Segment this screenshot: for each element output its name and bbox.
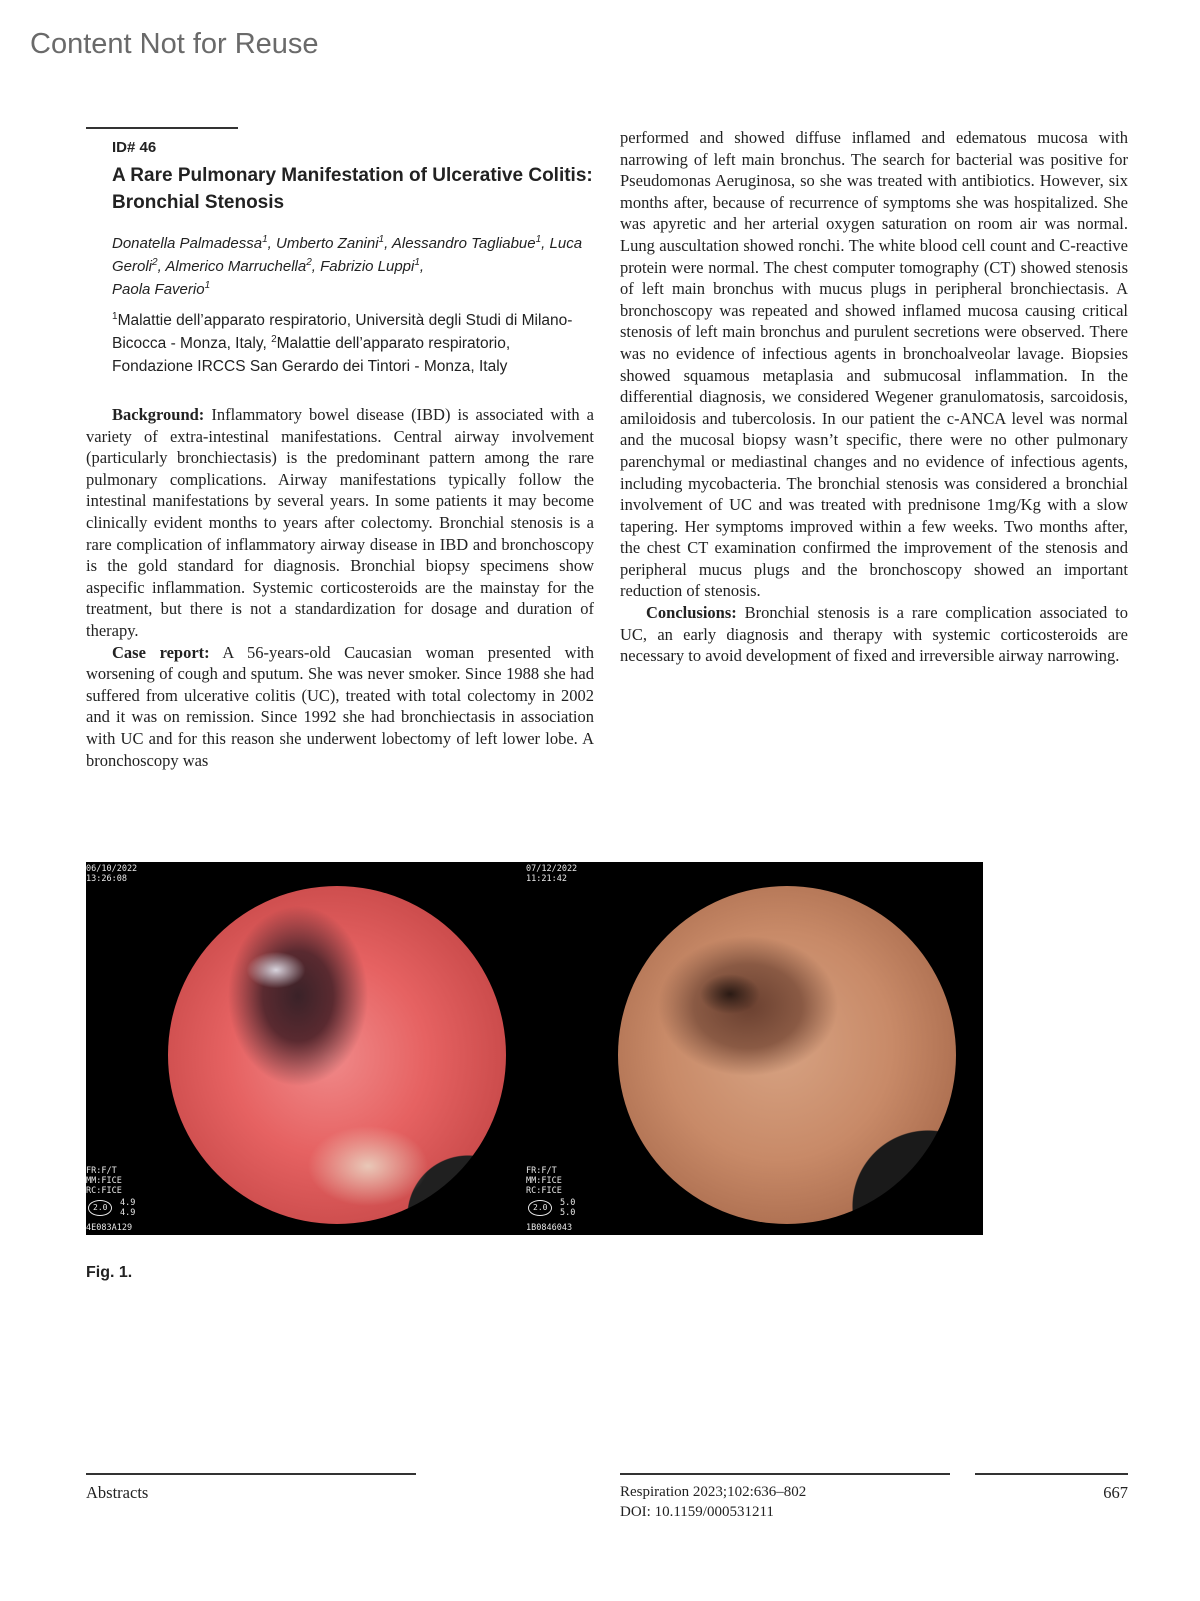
abstract-id: ID# 46	[112, 139, 157, 156]
conclusions-paragraph: Conclusions: Bronchial stenosis is a rare complication associated to UC, an early diagnosis and therapy with systemic corticosteroids are necessary to avoid development of fixed and irreversible airway narrowing.	[620, 603, 1128, 666]
case-report-paragraph: Case report: A 56-years-old Caucasian woman presented with worsening of cough and sputum. She was never smoker. Since 1988 she had suffered from ulcerative colitis (UC), treated with total colectomy in 2002 and it was on remission. Since 1992 she had bronchiectasis in association with UC and for this reason she underwent lobectomy of left lower lobe. A bronchoscopy was	[86, 642, 594, 770]
osd-values: 4.9 4.9	[120, 1198, 136, 1218]
bronchoscopy-image-after	[618, 886, 956, 1224]
osd-zoom: 2.0	[528, 1200, 552, 1216]
osd-code: 4E083A129	[86, 1223, 133, 1233]
author: Luca Geroli$^2$,	[112, 235, 583, 275]
osd-values: 5.0 5.0	[560, 1198, 576, 1218]
osd-settings: FR:F/T MM:FICE RC:FICE	[86, 1166, 122, 1196]
author: Alessandro Tagliabue$^1$,	[391, 234, 550, 252]
case-report-continued: performed and showed diffuse inflamed and edematous mucosa with narrowing of left main bronchus. The search for bacterial was positive for Pseudomonas Aeruginosa, so she was treated with antibiotics. However, six months after, because of recurrence of symptoms she was hospitalized. She was apyretic and her arterial oxygen saturation on room air was normal. Lung auscultation showed ronchi. The white blood cell count and C-reactive protein were normal. The chest computer tomography (CT) showed stenosis of left main bronchus with mucus plugs in peripheral bronchiectasis. A bronchoscopy was repeated and showed inflamed mucosa causing critical stenosis of left main bronchus and purulent secretions were observed. There was no evidence of infectious agents in bronchoalveolar lavage. Biopsies showed squamous metaplasia and submucosal inflammation. In the differential diagnosis, we considered Wegener granulomatosis, sarcoidosis, amiloidosis and tubercolosis. In our patient the c-ANCA level was normal and the mucosal biopsy wasn’t specific, there were no other pulmonary parenchymal or mediastinal changes and no evidence of infectious agents, including mycobacteria. The bronchial stenosis was considered a bronchial involvement of UC and was treated with prednisone 1mg/Kg with a slow tapering. Her symptoms improved within a few weeks. Two months after, the chest CT examination confirmed the improvement of the stenosis and peripheral mucus plugs and the bronchoscopy showed an important reduction of stenosis.	[620, 128, 1128, 601]
figure-1	[86, 862, 983, 1235]
watermark: Content Not for Reuse	[30, 28, 319, 60]
footer-citation	[620, 1482, 806, 1522]
author: Donatella Palmadessa$^1$,	[112, 234, 276, 252]
footer-section: Abstracts	[86, 1483, 149, 1502]
affiliations: $^1$Malattie dell’apparato respiratorio, Università degli Studi di Milano-Bicocca - Monza, Italy, $^2$Malattie dell’apparato respiratorio, Fondazione IRCCS San Gerardo dei Tintori - Monza, Italy	[112, 310, 573, 375]
footer-rule	[975, 1473, 1128, 1475]
right-column	[620, 127, 1128, 667]
osd-zoom: 2.0	[88, 1200, 112, 1216]
figure-caption: Fig. 1.	[86, 1264, 133, 1281]
osd-datetime: 06/10/2022 13:26:08	[86, 864, 138, 884]
footer-rule	[620, 1473, 950, 1475]
author: Umberto Zanini$^1$,	[276, 234, 392, 252]
author: Almerico Marruchella$^2$,	[165, 257, 321, 275]
background-paragraph: Background: Inflammatory bowel disease (IBD) is associated with a variety of extra-intestinal manifestations. Central airway involvement (particularly bronchiectasis) is the predominant pattern among the rare pulmonary complications. Airway manifestations typically follow the intestinal manifestations by several years. In some patients it may become clinically evident months to years after colectomy. Bronchial stenosis is a rare complication of inflammatory airway disease in IBD and bronchoscopy is the gold standard for diagnosis. Bronchial biopsy specimens show aspecific inflammation. Systemic corticosteroids are the mainstay for the treatment, but there is not a standardization for dosage and duration of therapy.	[86, 405, 594, 640]
abstract-title: A Rare Pulmonary Manifestation of Ulcerative Colitis: Bronchial Stenosis	[112, 165, 593, 213]
author-list	[112, 232, 594, 301]
doi: DOI: 10.1159/000531211	[620, 1504, 774, 1520]
author: Fabrizio Luppi$^1$,	[320, 257, 425, 275]
left-column	[86, 127, 594, 771]
footer-rule	[86, 1473, 416, 1475]
page-number: 667	[1103, 1483, 1128, 1502]
osd-settings: FR:F/T MM:FICE RC:FICE	[526, 1166, 562, 1196]
osd-datetime: 07/12/2022 11:21:42	[526, 864, 578, 884]
bronchoscopy-image-before	[168, 886, 506, 1224]
osd-code: 1B0846043	[526, 1223, 573, 1233]
author: Paola Faverio$^1$	[112, 280, 211, 298]
journal-citation: Respiration 2023;102:636–802	[620, 1484, 807, 1500]
header-rule	[86, 127, 238, 129]
